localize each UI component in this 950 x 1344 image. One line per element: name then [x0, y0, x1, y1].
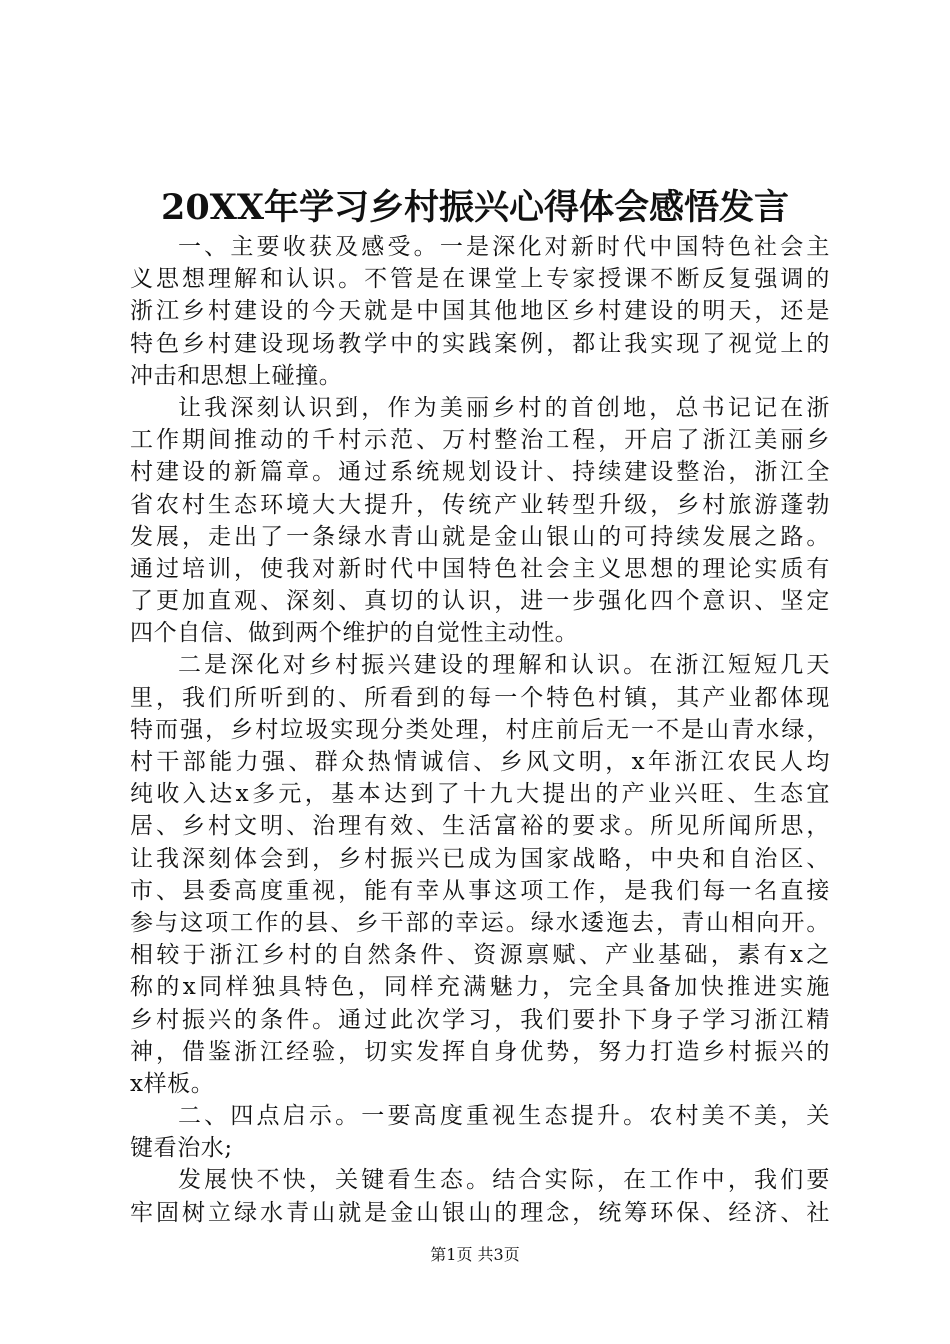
text-line: 参与这项工作的县、乡干部的幸运。绿水逶迤去，青山相向开。 [130, 909, 830, 936]
text-line: 二是深化对乡村振兴建设的理解和认识。在浙江短短几天 [178, 652, 830, 679]
text-line: 神，借鉴浙江经验，切实发挥自身优势，努力打造乡村振兴的 [130, 1038, 830, 1065]
text-line: 发展快不快，关键看生态。结合实际，在工作中，我们要 [178, 1167, 830, 1194]
text-line: 一、主要收获及感受。一是深化对新时代中国特色社会主 [178, 234, 830, 260]
text-line: 纯收入达x多元，基本达到了十九大提出的产业兴旺、生态宜 [130, 781, 830, 808]
text-line: 浙江乡村建设的今天就是中国其他地区乡村建设的明天，还是 [130, 298, 830, 325]
text-line: 键看治水; [130, 1135, 233, 1162]
body-text [130, 231, 830, 1229]
text-line: 让我深刻认识到，作为美丽乡村的首创地，总书记记在浙 [178, 394, 830, 421]
text-line: 称的x同样独具特色，同样充满魅力，完全具备加快推进实施 [130, 974, 830, 1001]
text-line: 特色乡村建设现场教学中的实践案例，都让我实现了视觉上的 [130, 330, 830, 357]
text-line: 工作期间推动的千村示范、万村整治工程，开启了浙江美丽乡 [130, 427, 830, 454]
text-line: 了更加直观、深刻、真切的认识，进一步强化四个意识、坚定 [130, 588, 830, 615]
text-line: 乡村振兴的条件。通过此次学习，我们要扑下身子学习浙江精 [130, 1006, 830, 1033]
text-line: 市、县委高度重视，能有幸从事这项工作，是我们每一名直接 [130, 877, 830, 904]
text-line: 特而强，乡村垃圾实现分类处理，村庄前后无一不是山青水绿， [130, 716, 830, 743]
text-line: 义思想理解和认识。不管是在课堂上专家授课不断反复强调的 [130, 266, 830, 293]
text-line: 里，我们所听到的、所看到的每一个特色村镇，其产业都体现 [130, 684, 830, 711]
text-line: x样板。 [130, 1070, 215, 1097]
text-line: 通过培训，使我对新时代中国特色社会主义思想的理论实质有 [130, 555, 830, 582]
text-line: 让我深刻体会到，乡村振兴已成为国家战略，中央和自治区、 [130, 845, 830, 872]
text-line: 牢固树立绿水青山就是金山银山的理念，统筹环保、经济、社 [130, 1199, 830, 1226]
text-line: 村干部能力强、群众热情诚信、乡风文明，x年浙江农民人均 [130, 749, 830, 775]
page-footer: 第1页 共3页 [430, 1245, 520, 1264]
text-line: 村建设的新篇章。通过系统规划设计、持续建设整治，浙江全 [130, 459, 830, 486]
text-line: 冲击和思想上碰撞。 [130, 362, 343, 389]
text-line: 二、四点启示。一要高度重视生态提升。农村美不美，关 [178, 1103, 830, 1130]
text-line: 发展，走出了一条绿水青山就是金山银山的可持续发展之路。 [130, 523, 830, 550]
text-line: 省农村生态环境大大提升，传统产业转型升级，乡村旅游蓬勃 [130, 491, 830, 518]
text-line: 相较于浙江乡村的自然条件、资源禀赋、产业基础，素有x之 [130, 942, 830, 969]
text-line: 四个自信、做到两个维护的自觉性主动性。 [130, 620, 579, 647]
page-title: 20XX年学习乡村振兴心得体会感悟发言 [160, 187, 790, 228]
text-line: 居、乡村文明、治理有效、生活富裕的要求。所见所闻所思， [130, 813, 830, 840]
